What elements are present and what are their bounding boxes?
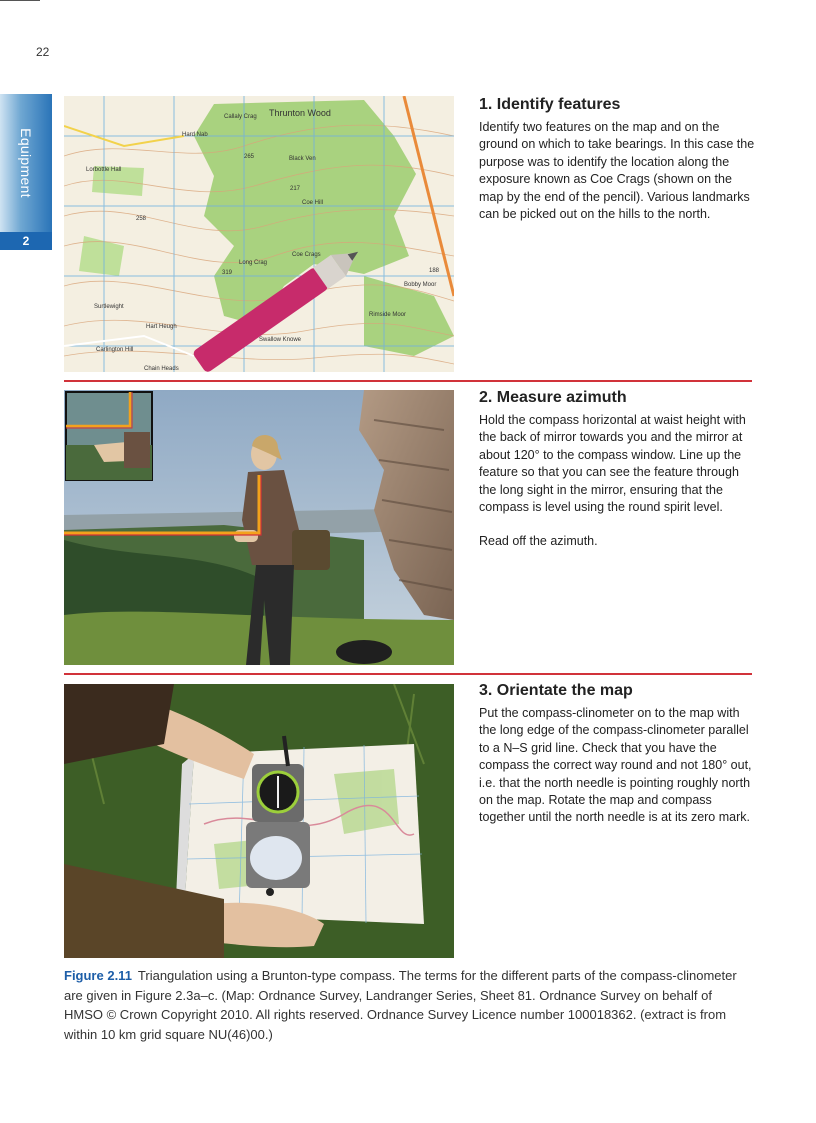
side-tab-label: Equipment — [18, 128, 35, 198]
section-orientate-map — [479, 682, 759, 827]
map-label-lorbottle-hall: Lorbottle Hall — [86, 167, 122, 173]
figure-caption — [64, 966, 754, 1044]
figure-label: Figure 2.11 — [64, 968, 132, 983]
map-spot-height-217: 217 — [290, 186, 301, 192]
map-label-carlington-hill: Carlington Hill — [96, 347, 134, 353]
section-divider — [64, 380, 752, 382]
orientate-map-photo — [64, 684, 454, 958]
section-paragraph: Put the compass-clinometer on to the map with the long edge of the compass-clinometer parallel to a N–S grid line. Check that you have the compass the correct way round and not 180° out, i.e. that the north needle is pointing roughly north on the map. Rotate the map and compass together until the north needle is at its zero mark. — [479, 706, 752, 825]
map-label-bobby-moor: Bobby Moor — [404, 282, 437, 288]
map-label-coe-crags: Coe Crags — [292, 252, 321, 258]
map-photo — [64, 96, 454, 372]
map-label-surtlewight: Surtlewight — [94, 304, 124, 310]
map-label-coe-hill: Coe Hill — [302, 200, 324, 206]
map-spot-height-258: 258 — [136, 216, 147, 222]
map-label-hart-heugh: Hart Heugh — [146, 324, 177, 330]
chapter-number-badge: 2 — [0, 232, 52, 250]
map-spot-height-265: 265 — [244, 154, 255, 160]
section-paragraph: Identify two features on the map and on the ground on which to take bearings. In this case the purpose was to identify the location along the exposure known as Coe Crags (shown on the map by the end of the pencil). Various landmarks can be picked out on the hills to the north. — [479, 120, 755, 222]
map-spot-height-188: 188 — [429, 268, 440, 274]
top-rule — [0, 0, 40, 1]
map-label-chain-heads: Chain Heads — [144, 366, 179, 372]
map-label-thrunton-wood: Thrunton Wood — [269, 108, 331, 118]
section-measure-azimuth — [479, 389, 759, 551]
map-label-swallow-knowe: Swallow Knowe — [259, 337, 302, 343]
map-label-hard-nab: Hard Nab — [182, 132, 208, 138]
section-title: 3. Orientate the map — [479, 682, 633, 699]
page-number: 22 — [36, 45, 50, 59]
map-label-long-crag: Long Crag — [239, 260, 268, 266]
section-paragraph: Hold the compass horizontal at waist height with the back of mirror towards you and the mirror at about 120° to the compass window. Line up the feature so that you can see the feature through the long sight in the mirror, ensuring that the compass is level using the round spirit level. — [479, 413, 746, 515]
section-identify-features — [479, 96, 759, 223]
map-label-rimside-moor: Rimside Moor — [369, 312, 407, 318]
azimuth-photo — [64, 390, 454, 665]
section-divider — [64, 673, 752, 675]
figure-caption-text: Triangulation using a Brunton-type compass. The terms for the different parts of the compass-clinometer are given in Figure 2.3a–c. (Map: Ordnance Survey, Landranger Series, Sheet 81. Ordnance Survey on behalf of HMSO © Crown Copyright 2010. All rights reserved. Ordnance Survey Licence number 100018362. (extract is from within 10 km grid square NU(46)00.) — [64, 968, 737, 1042]
map-label-black-ven: Black Ven — [289, 156, 316, 162]
section-title: 1. Identify features — [479, 96, 621, 113]
map-label-callaly-crag: Callaly Crag — [224, 114, 257, 120]
map-spot-height-319: 319 — [222, 270, 233, 276]
chapter-side-tab — [0, 94, 52, 232]
section-paragraph: Read off the azimuth. — [479, 534, 598, 549]
section-title: 2. Measure azimuth — [479, 389, 627, 406]
